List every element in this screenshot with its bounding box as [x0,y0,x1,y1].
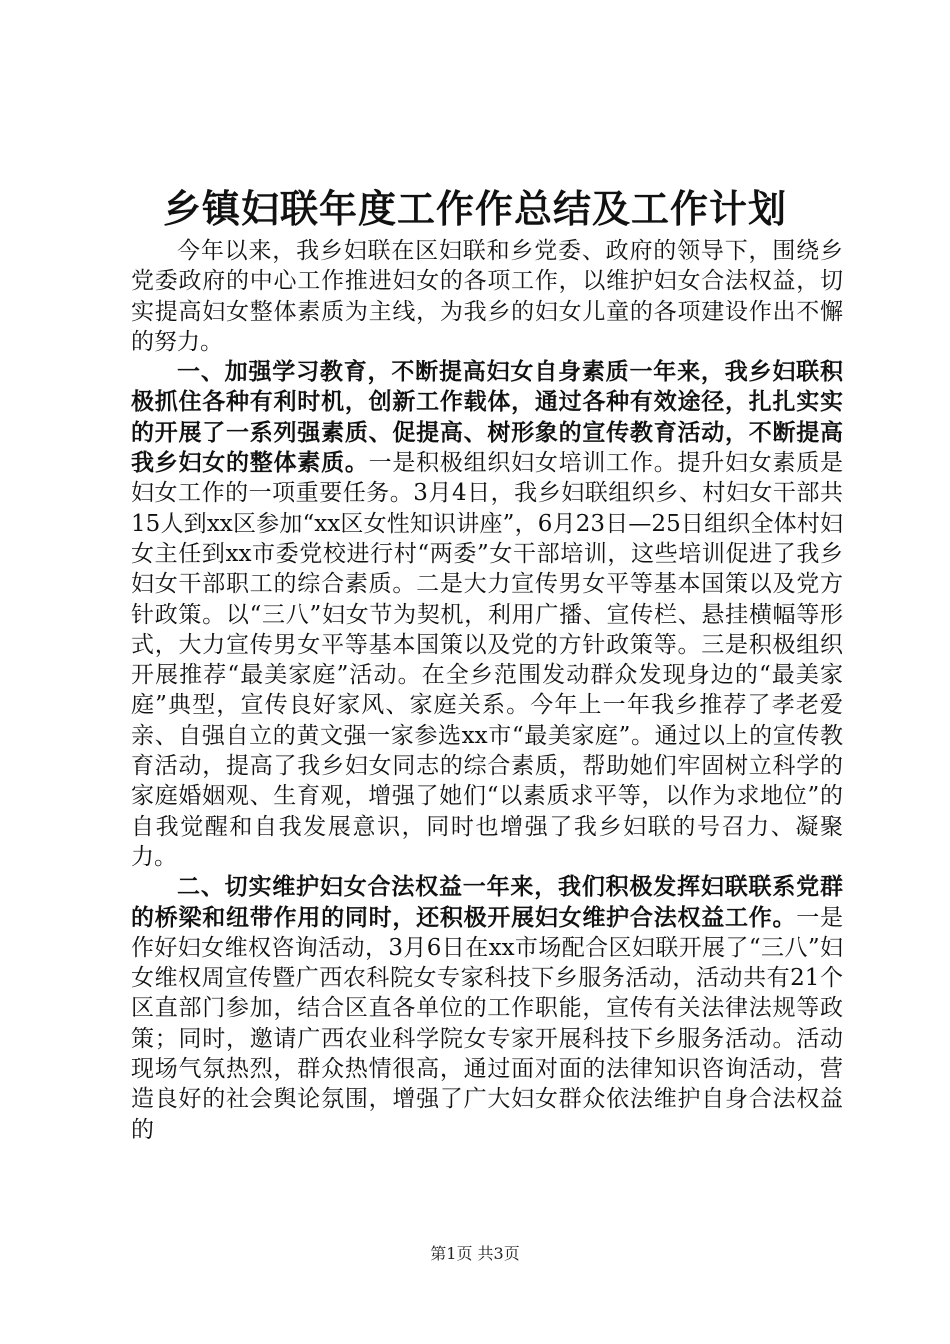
document-title: 乡镇妇联年度工作作总结及工作计划 [162,186,787,231]
document-body [131,236,843,1145]
paragraph-text: 今年以来，我乡妇联在区妇联和乡党委、政府的领导下，围绕乡党委政府的中心工作推进妇女的各项工作，以维护妇女合法权益，切实提高妇女整体素质为主线，为我乡的妇女儿童的各项建设作出不懈的努力。 [131,238,843,355]
paragraph-section-1 [131,357,843,872]
paragraph-intro [131,236,843,357]
page-footer: 第1页 共3页 [430,1244,520,1263]
paragraph-text: 一是积极组织妇女培训工作。提升妇女素质是妇女工作的一项重要任务。3月4日，我乡妇联组织乡、村妇女干部共15人到xx区参加“xx区女性知识讲座”，6月23日—25日组织全体村妇女主任到xx市委党校进行村“两委”女干部培训，这些培训促进了我乡妇女干部职工的综合素质。二是大力宣传男女平等基本国策以及党方针政策。以“三八”妇女节为契机，利用广播、宣传栏、悬挂横幅等形式，大力宣传男女平等基本国策以及党的方针政策等。三是积极组织开展推荐“最美家庭”活动。在全乡范围发动群众发现身边的“最美家庭”典型，宣传良好家风、家庭关系。今年上一年我乡推荐了孝老爱亲、自强自立的黄文强一家参选xx市“最美家庭”。通过以上的宣传教育活动，提高了我乡妇女同志的综合素质，帮助她们牢固树立科学的家庭婚姻观、生育观，增强了她们“以素质求平等，以作为求地位”的自我觉醒和自我发展意识，同时也增强了我乡妇联的号召力、凝聚力。 [131,450,844,870]
section-heading: 二、切实维护妇女合法权益一年来，我们积极发挥妇联联系党群的桥梁和纽带作用的同时，还积极开展妇女维护合法权益工作。 [131,873,843,931]
section-heading: 一、加强学习教育，不断提高妇女自身素质一年来，我乡妇联积极抓住各种有利时机，创新工作载体，通过各种有效途径，扎扎实实的开展了一系列强素质、促提高、树形象的宣传教育活动，不断提高我乡妇女的整体素质。 [131,358,843,477]
paragraph-text: 一是作好妇女维权咨询活动，3月6日在xx市场配合区妇联开展了“三八”妇女维权周宣传暨广西农科院女专家科技下乡服务活动，活动共有21个区直部门参加，结合区直各单位的工作职能，宣传有关法律法规等政策；同时，邀请广西农业科学院女专家开展科技下乡服务活动。活动现场气氛热烈，群众热情很高，通过面对面的法律知识咨询活动，营造良好的社会舆论氛围，增强了广大妇女群众依法维护自身合法权益的 [131,904,844,1143]
paragraph-section-2 [131,872,843,1145]
